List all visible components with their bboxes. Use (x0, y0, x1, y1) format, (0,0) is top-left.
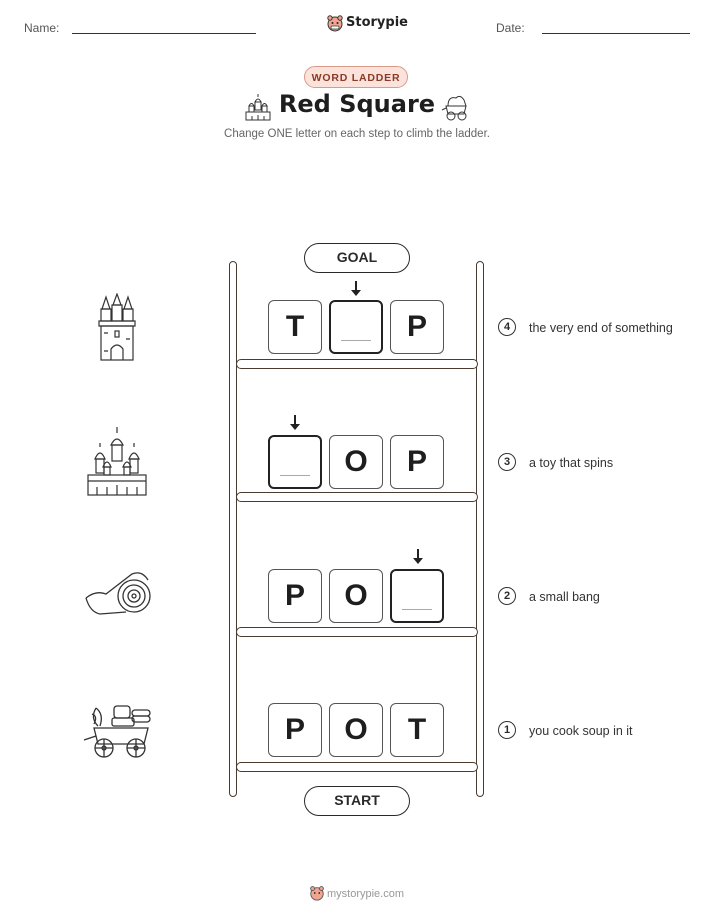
clue-text: the very end of something (529, 321, 673, 335)
word-ladder-badge: WORD LADDER (304, 66, 408, 88)
name-label: Name: (24, 21, 60, 35)
page-title: Red Square (278, 90, 436, 118)
letter-tile: P (268, 703, 322, 757)
start-label: START (304, 786, 410, 816)
cart-small-icon (440, 92, 472, 122)
letter-blank-input[interactable] (390, 569, 444, 623)
goal-label: GOAL (304, 243, 410, 273)
step-number-badge: 3 (498, 453, 516, 471)
date-line[interactable] (542, 33, 690, 34)
instructions: Change ONE letter on each step to climb the ladder. (224, 128, 490, 140)
ladder-rung (236, 627, 478, 637)
clue-text: a small bang (529, 590, 600, 604)
brand-name: Storypie (346, 15, 408, 30)
letter-tile: O (329, 703, 383, 757)
arrow-down-icon (412, 549, 424, 565)
cathedral-icon (85, 425, 149, 499)
castle-tower-icon (92, 293, 142, 363)
date-label: Date: (496, 21, 525, 35)
ladder-rung (236, 359, 478, 369)
letter-tile: P (390, 435, 444, 489)
letter-tile: T (390, 703, 444, 757)
step-number-badge: 1 (498, 721, 516, 739)
arrow-down-icon (289, 415, 301, 431)
letter-tile: O (329, 569, 383, 623)
ladder-right-rail (476, 261, 484, 797)
arrow-down-icon (350, 281, 362, 297)
letter-tile: T (268, 300, 322, 354)
letter-tile: P (390, 300, 444, 354)
storypie-footer-logo-icon (309, 885, 325, 901)
step-number-badge: 4 (498, 318, 516, 336)
ladder-rung (236, 492, 478, 502)
letter-tile: P (268, 569, 322, 623)
storypie-logo-icon (326, 14, 344, 32)
letter-blank-input[interactable] (329, 300, 383, 354)
clue-text: a toy that spins (529, 456, 614, 470)
clue-text: you cook soup in it (529, 724, 633, 738)
footer-url[interactable]: mystorypie.com (327, 888, 405, 900)
letter-blank-input[interactable] (268, 435, 322, 489)
ladder-left-rail (229, 261, 237, 797)
letter-tile: O (329, 435, 383, 489)
rolled-scroll-icon (82, 568, 152, 620)
name-line[interactable] (72, 33, 256, 34)
ladder-rung (236, 762, 478, 772)
cart-icon (82, 700, 154, 762)
step-number-badge: 2 (498, 587, 516, 605)
